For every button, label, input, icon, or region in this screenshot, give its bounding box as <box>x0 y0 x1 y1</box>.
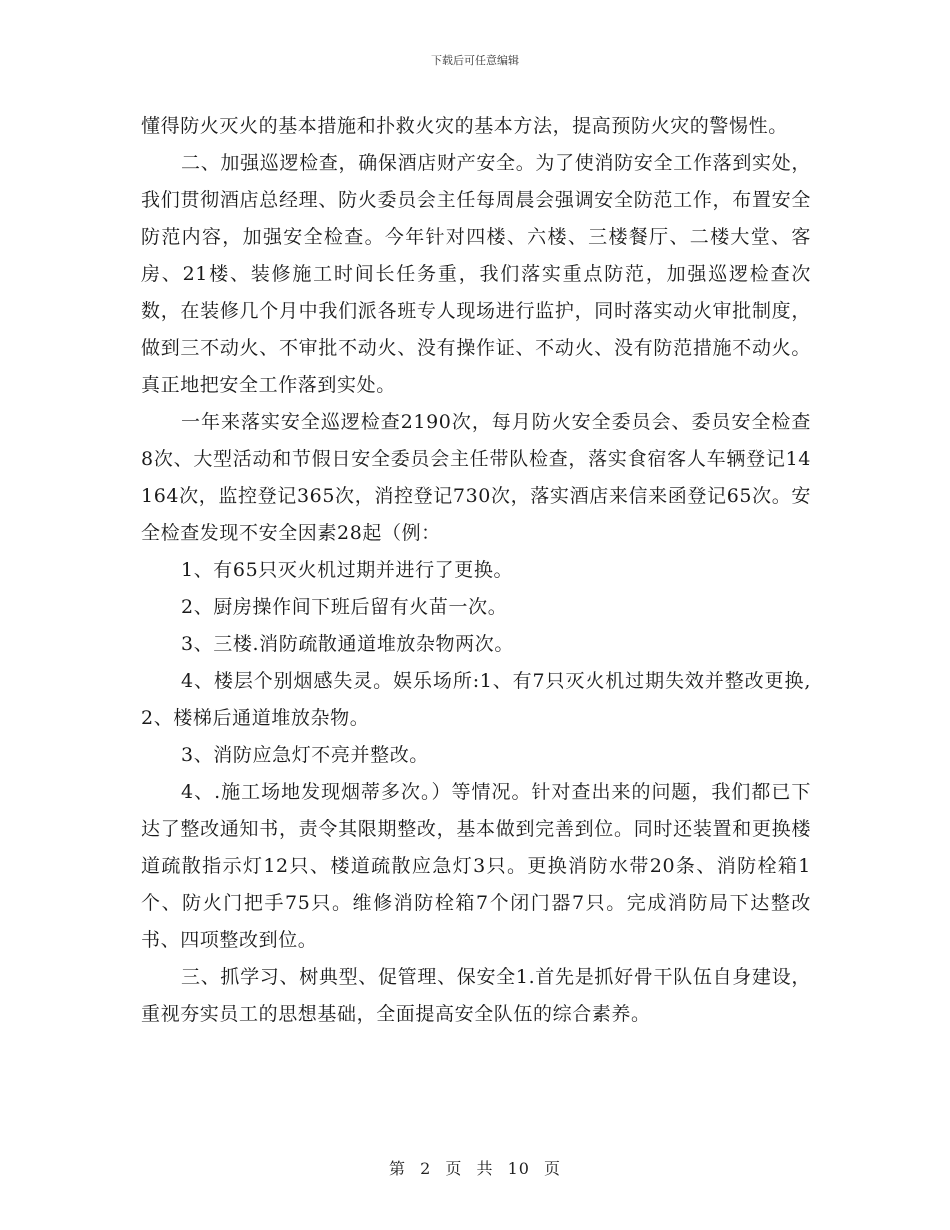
page-header: 下载后可任意编辑 <box>431 54 519 67</box>
total-pages-number: 10 <box>507 1159 530 1178</box>
document-body <box>141 108 811 1033</box>
footer-total-word: 共 <box>476 1159 494 1178</box>
list-item: 1、有65只灭火机过期并进行了更换。 <box>181 559 514 581</box>
footer-prefix: 第 <box>388 1159 406 1178</box>
list-item: 2、厨房操作间下班后留有火苗一次。 <box>181 596 508 618</box>
paragraph: 一年来落实安全巡逻检查2190次，每月防火安全委员会、委员安全检查8次、大型活动和节假日安全委员会主任带队检查，落实食宿客人车辆登记14164次，监控登记365次，消控登记730次，落实酒店来信来函登记65次。安全检查发现不安全因素28起（例： <box>141 411 811 544</box>
footer-suffix: 页 <box>544 1159 562 1178</box>
paragraph: 懂得防火灭火的基本措施和扑救火灾的基本方法，提高预防火灾的警惕性。 <box>141 115 788 137</box>
current-page-number: 2 <box>420 1159 432 1178</box>
page-footer <box>0 1156 950 1179</box>
paragraph: 二、加强巡逻检查，确保酒店财产安全。为了使消防安全工作落到实处，我们贯彻酒店总经理、防火委员会主任每周晨会强调安全防范工作，布置安全防范内容，加强安全检查。今年针对四楼、六楼、三楼餐厅、二楼大堂、客房、21楼、装修施工时间长任务重，我们落实重点防范，加强巡逻检查次数，在装修几个月中我们派各班专人现场进行监护，同时落实动火审批制度，做到三不动火、不审批不动火、没有操作证、不动火、没有防范措施不动火。真正地把安全工作落到实处。 <box>141 152 811 396</box>
list-item: 3、三楼.消防疏散通道堆放杂物两次。 <box>181 633 514 655</box>
list-item: 3、消防应急灯不亮并整改。 <box>181 744 429 766</box>
paragraph: 4、.施工场地发现烟蒂多次。）等情况。针对查出来的问题，我们都已下达了整改通知书，责令其限期整改，基本做到完善到位。同时还装置和更换楼道疏散指示灯12只、楼道疏散应急灯3只。更换消防水带20条、消防栓箱1个、防火门把手75只。维修消防栓箱7个闭门器7只。完成消防局下达整改书、四项整改到位。 <box>141 781 811 951</box>
paragraph: 三、抓学习、树典型、促管理、保安全1.首先是抓好骨干队伍自身建设，重视夯实员工的思想基础，全面提高安全队伍的综合素养。 <box>141 966 811 1025</box>
footer-page-unit: 页 <box>445 1159 463 1178</box>
list-item: 4、楼层个别烟感失灵。娱乐场所:1、有7只灭火机过期失效并整改更换,2、楼梯后通道堆放杂物。 <box>141 670 811 729</box>
